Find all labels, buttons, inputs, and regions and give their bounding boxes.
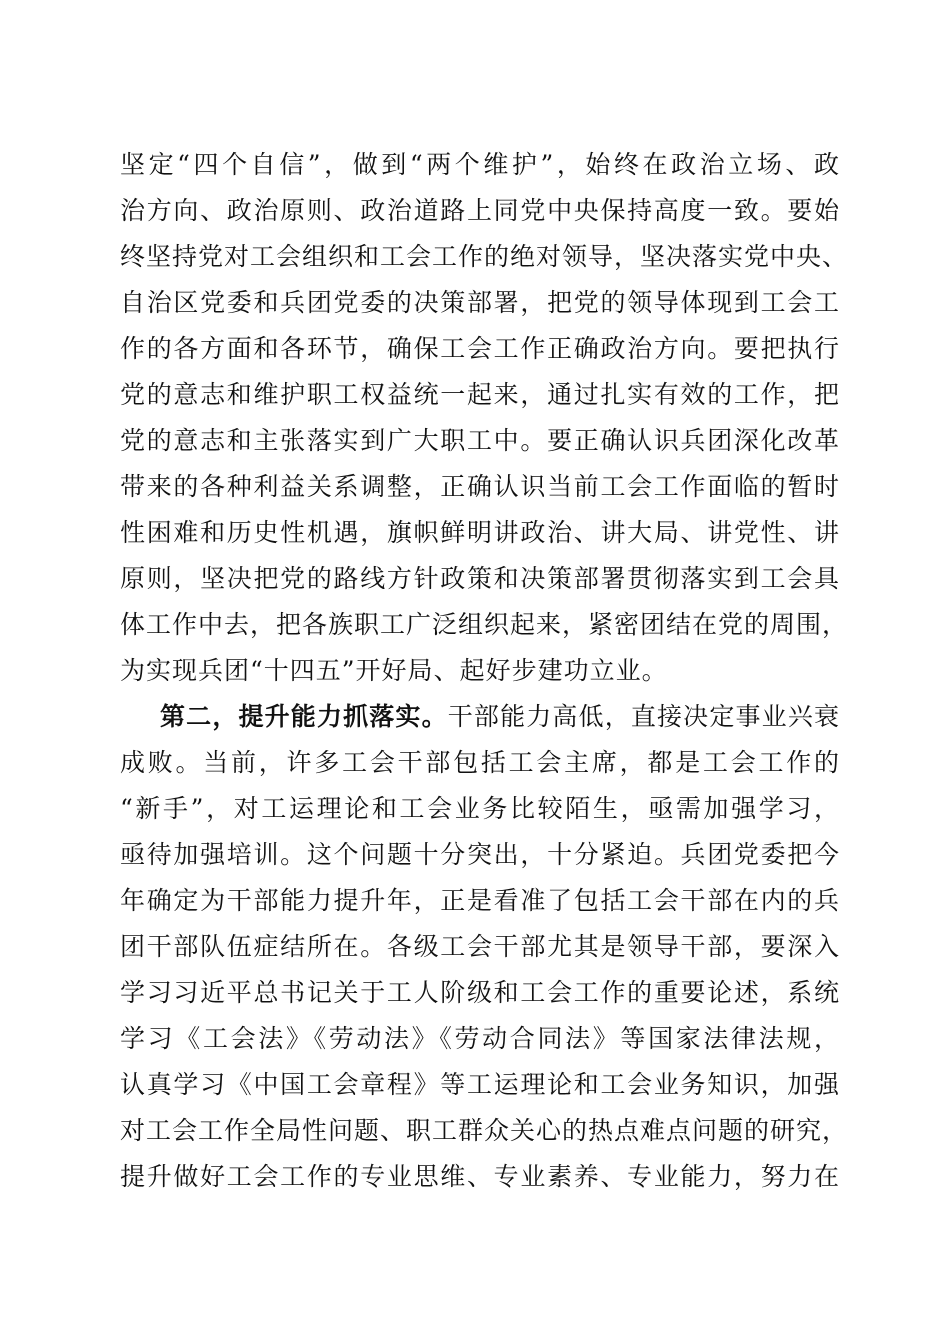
text-line: “新手”，对工运理论和工会业务比较陌生，亟需加强学习， <box>120 794 840 823</box>
text-line: 对工会工作全局性问题、职工群众关心的热点难点问题的研究， <box>120 1116 849 1145</box>
text-line: 亟待加强培训。这个问题十分突出，十分紧迫。兵团党委把今 <box>120 840 840 869</box>
paragraph-2-first-line <box>120 694 840 740</box>
text-line: 年确定为干部能力提升年，正是看准了包括工会干部在内的兵 <box>120 886 840 915</box>
text-line: 成败。当前，许多工会干部包括工会主席，都是工会工作的 <box>120 748 840 777</box>
text-line: 作的各方面和各环节，确保工会工作正确政治方向。要把执行 <box>120 334 840 363</box>
paragraph-2 <box>120 694 849 1200</box>
text-line: 带来的各种利益关系调整，正确认识当前工会工作面临的暂时 <box>120 472 840 501</box>
text-line: 党的意志和主张落实到广大职工中。要正确认识兵团深化改革 <box>120 426 840 455</box>
text-line: 治方向、政治原则、政治道路上同党中央保持高度一致。要始 <box>120 196 840 225</box>
paragraph-1 <box>120 142 849 694</box>
text-line: 为实现兵团“十四五”开好局、起好步建功立业。 <box>120 656 668 685</box>
text-line: 党的意志和维护职工权益统一起来，通过扎实有效的工作，把 <box>120 380 840 409</box>
text-line: 坚定“四个自信”，做到“两个维护”，始终在政治立场、政 <box>120 150 840 179</box>
text-line: 自治区党委和兵团党委的决策部署，把党的领导体现到工会工 <box>120 288 840 317</box>
text-line: 团干部队伍症结所在。各级工会干部尤其是领导干部，要深入 <box>120 932 840 961</box>
text-line: 提升做好工会工作的专业思维、专业素养、专业能力，努力在 <box>120 1162 840 1191</box>
text-line: 体工作中去，把各族职工广泛组织起来，紧密团结在党的周围， <box>120 610 849 639</box>
document-body <box>120 142 849 1200</box>
text-line: 学习《工会法》《劳动法》《劳动合同法》等国家法律法规， <box>120 1024 840 1053</box>
text-line: 原则，坚决把党的路线方针政策和决策部署贯彻落实到工会具 <box>120 564 840 593</box>
text-line: 终坚持党对工会组织和工会工作的绝对领导，坚决落实党中央、 <box>120 242 849 271</box>
paragraph-2-first-line-text: 干部能力高低，直接决定事业兴衰 <box>447 702 840 731</box>
text-line: 认真学习《中国工会章程》等工运理论和工会业务知识，加强 <box>120 1070 840 1099</box>
text-line: 学习习近平总书记关于工人阶级和工会工作的重要论述，系统 <box>120 978 840 1007</box>
paragraph-2-heading: 第二，提升能力抓落实。 <box>160 702 448 731</box>
text-line: 性困难和历史性机遇，旗帜鲜明讲政治、讲大局、讲党性、讲 <box>120 518 840 547</box>
